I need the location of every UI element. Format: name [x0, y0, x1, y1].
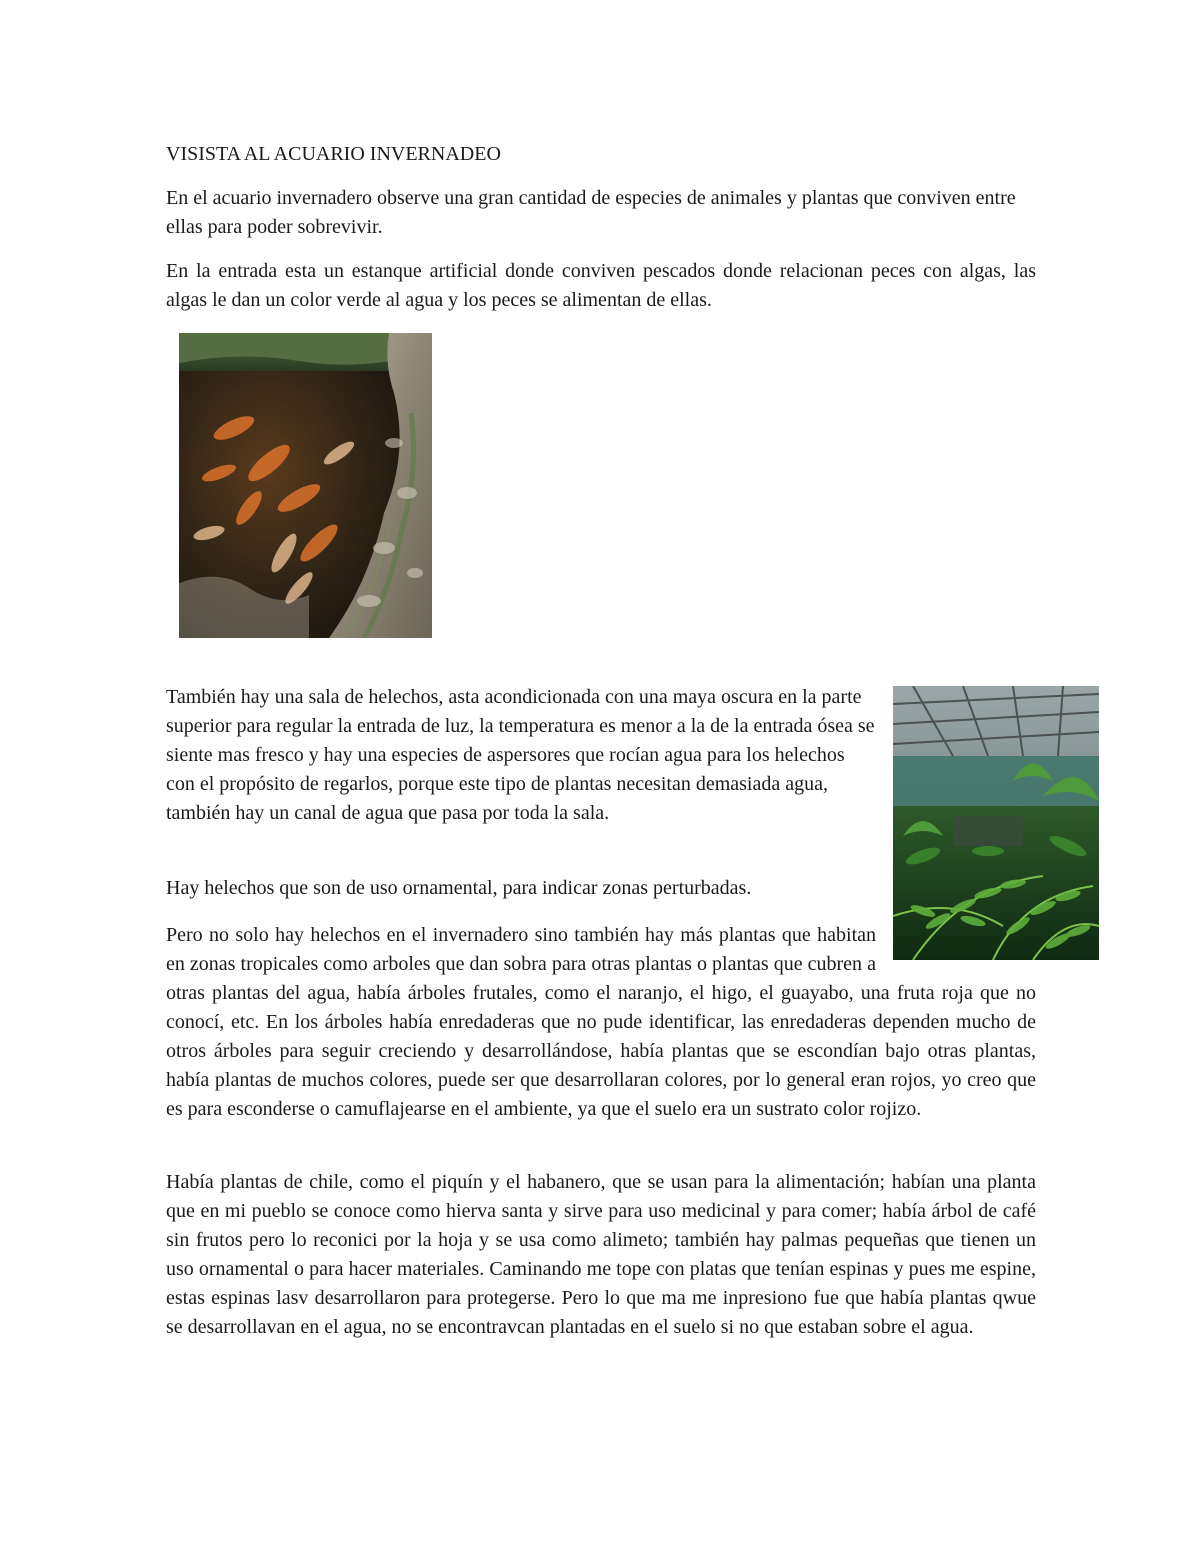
koi-pond-photo — [179, 333, 432, 638]
paragraph-fern-room: También hay una sala de helechos, asta acondicionada con una maya oscura en la parte superior para regular la entrada de luz, la temperatura es menor a la de la entrada ósea se siente mas fresco y hay una especies de aspersores que rocían agua para los helechos con el propósito de regarlos, porque este tipo de plantas necesitan demasiada agua, también hay un canal de agua que pasa por toda la sala. — [166, 686, 875, 824]
paragraph-tropical-plants-text: Pero no solo hay helechos en el invernadero sino también hay más plantas que habitan en zonas tropicales como arboles que dan sobra para otras plantas o plantas que cubren a otras plantas del agua, había árboles frutales, como el naranjo, el higo, el guayabo, una fruta roja que no conocí, etc. En los árboles había enredaderas que no pude identificar, las enredaderas dependen mucho de otros árboles para seguir creciendo y desarrollándose, había plantas que se escondían bajo otras plantas, había plantas de muchos colores, puede ser que desarrollaran colores, por lo general eran rojos, yo creo que es para esconderse o camuflajearse en el ambiente, ya que el suelo era un sustrato color rojizo. — [166, 924, 1036, 1120]
paragraph-ornamental-ferns: Hay helechos que son de uso ornamental, para indicar zonas perturbadas. — [166, 877, 752, 899]
document-title: VISISTA AL ACUARIO INVERNADEO — [166, 143, 501, 165]
greenhouse-ferns-photo — [893, 686, 1099, 960]
paragraph-tropical-plants — [166, 921, 1036, 1124]
paragraph-intro: En el acuario invernadero observe una gran cantidad de especies de animales y plantas que conviven entre ellas para poder sobrevivir. — [166, 187, 1016, 238]
paragraph-entrance-pond: En la entrada esta un estanque artificial donde conviven pescados donde relacionan peces con algas, las algas le dan un color verde al agua y los peces se alimentan de ellas. — [166, 260, 1036, 311]
image-wrap-spacer — [876, 921, 1036, 979]
paragraph-chili-and-water-plants: Había plantas de chile, como el piquín y el habanero, que se usan para la alimentación; habían una planta que en mi pueblo se conoce como hierva santa y sirve para uso medicinal y para comer; había árbol de café sin frutos pero lo reconici por la hoja y se usa como alimeto; también hay palmas pequeñas que tienen un uso ornamental o para hacer materiales. Caminando me tope con platas que tenían espinas y pues me espine, estas espinas lasv desarrollaron para protegerse. Pero lo que ma me inpresiono fue que había plantas qwue se desarrollavan en el agua, no se encontravcan plantadas en el suelo si no que estaban sobre el agua. — [166, 1171, 1036, 1338]
